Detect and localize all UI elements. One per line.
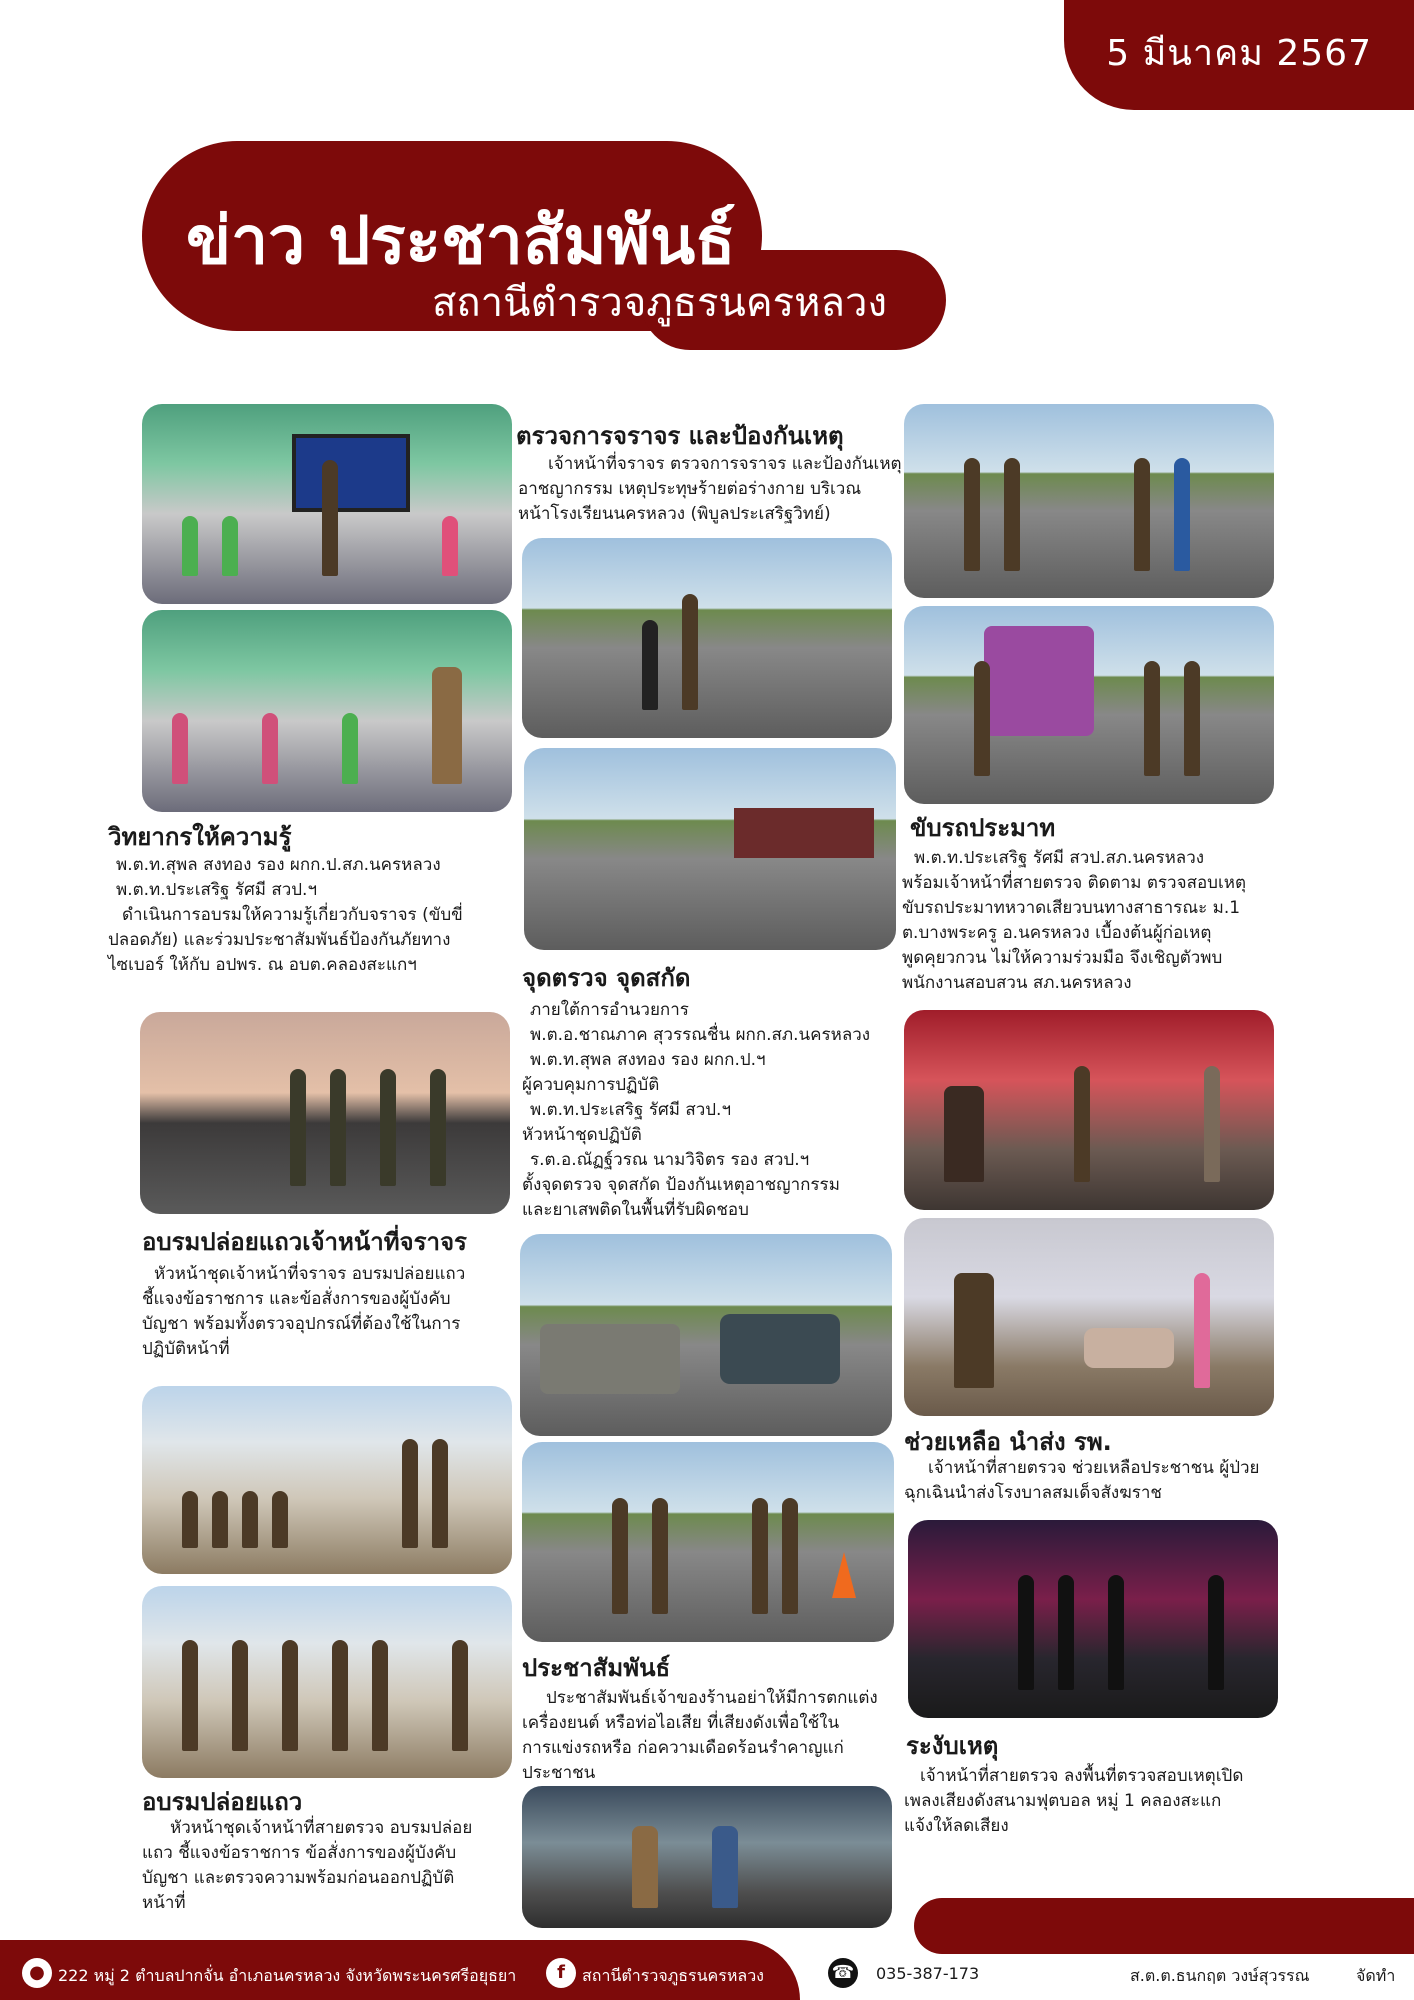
heading-traffic-briefing: อบรมปล่อยแถวเจ้าหน้าที่จราจร: [142, 1228, 467, 1256]
photo-motorcycle-shop: [522, 1786, 892, 1928]
heading-reckless: ขับรถประมาท: [910, 814, 1056, 842]
heading-assist: ช่วยเหลือ นำส่ง รพ.: [904, 1428, 1112, 1456]
footer-facebook[interactable]: สถานีตำรวจภูธรนครหลวง: [582, 1966, 764, 1985]
photo-hospital-assist: [904, 1218, 1274, 1416]
page-subtitle: สถานีตำรวจภูธรนครหลวง: [432, 280, 887, 326]
footer-author: ส.ต.ต.ธนกฤต วงษ์สุวรรณ: [1130, 1966, 1310, 1985]
footer-author-role: จัดทำ: [1356, 1966, 1396, 1985]
suv: [720, 1314, 840, 1384]
heading-traffic-check: ตรวจการจราจร และป้องกันเหตุ: [516, 422, 844, 450]
photo-hospital-entrance: [904, 1010, 1274, 1210]
text-briefing: หัวหน้าชุดเจ้าหน้าที่สายตรวจ อบรมปล่อย แถว ชี้แจงข้อราชการ ข้อสั่งการของผู้บังคับ บัญชา และตรวจความพร้อมก่อนออกปฏิบัติ หน้าที่: [142, 1818, 473, 1913]
text-reckless: พ.ต.ท.ประเสริฐ รัศมี สวป.สภ.นครหลวง พร้อมเจ้าหน้าที่สายตรวจ ติดตาม ตรวจสอบเหตุ ขับรถประมาทหวาดเสียวบนทางสาธารณะ ม.1 ต.บางพระครู อ.นครหลวง เบื้องต้นผู้ก่อเหตุ พูดคุยวกวน ไม่ให้ความร่วมมือ จึงเชิญตัวพบ พนักงานสอบสวน สภ.นครหลวง: [902, 848, 1247, 993]
photo-traffic-officers: [140, 1012, 510, 1214]
photo-school-traffic: [522, 538, 892, 738]
text-assist: เจ้าหน้าที่สายตรวจ ช่วยเหลือประชาชน ผู้ป่วย ฉุกเฉินนำส่งโรงบาลสมเด็จสังฆราช: [904, 1458, 1260, 1503]
traffic-cone: [832, 1552, 856, 1598]
truck: [984, 626, 1094, 736]
photo-checkpoint-vehicles: [520, 1234, 892, 1436]
photo-school-gate: [524, 748, 896, 950]
heading-checkpoint: จุดตรวจ จุดสกัด: [522, 964, 691, 992]
photo-motorcycle-check: [522, 1442, 894, 1642]
school-sign: [734, 808, 874, 858]
pickup-truck: [540, 1324, 680, 1394]
date-banner: [1064, 0, 1414, 110]
footer-phone: 035-387-173: [876, 1964, 980, 1983]
date-text: 5 มีนาคม 2567: [1106, 33, 1372, 74]
heading-briefing: อบรมปล่อยแถว: [142, 1788, 303, 1816]
facebook-icon[interactable]: f: [546, 1958, 576, 1988]
text-traffic-briefing: หัวหน้าชุดเจ้าหน้าที่จราจร อบรมปล่อยแถว ชี้แจงข้อราชการ และข้อสั่งการของผู้บังคับ บัญชา พร้อมทั้งตรวจอุปกรณ์ที่ต้องใช้ในการ ปฏิบัติหน้าที่: [142, 1264, 466, 1359]
photo-station-briefing: [142, 1386, 512, 1574]
photo-lecture-room: [142, 404, 512, 604]
heading-lecturer: วิทยากรให้ความรู้: [108, 823, 292, 851]
text-checkpoint: ภายใต้การอำนวยการ พ.ต.อ.ชาณภาค สุวรรณชื่น ผกก.สภ.นครหลวง พ.ต.ท.สุพล สงทอง รอง ผกก.ป.ฯ ผู้ควบคุมการปฏิบัติ พ.ต.ท.ประเสริฐ รัศมี สวป.ฯ หัวหน้าชุดปฏิบัติ ร.ต.อ.ณัฏฐ์วรณ นามวิจิตร รอง สวป.ฯ ตั้งจุดตรวจ จุดสกัด ป้องกันเหตุอาชญากรรม และยาเสพติดในพื้นที่รับผิดชอบ: [522, 1000, 871, 1220]
footer-accent-bar: [914, 1898, 1414, 1954]
text-lecturer: พ.ต.ท.สุพล สงทอง รอง ผกก.ป.สภ.นครหลวง พ.ต.ท.ประเสริฐ รัศมี สวป.ฯ ดำเนินการอบรมให้ความรู้เกี่ยวกับจราจร (ขับขี่ ปลอดภัย) และร่วมประชาสัมพันธ์ป้องกันภัยทาง ไซเบอร์ ให้กับ อปพร. ณ อบต.คลองสะแกฯ: [108, 855, 463, 975]
photo-truck-stop: [904, 606, 1274, 804]
photo-roadside-stop: [904, 404, 1274, 598]
heading-pr: ประชาสัมพันธ์: [522, 1654, 671, 1682]
text-stop-incident: เจ้าหน้าที่สายตรวจ ลงพื้นที่ตรวจสอบเหตุเปิด เพลงเสียงดังสนามฟุตบอล หมู่ 1 คลองสะแก แจ้งให้ลดเสียง: [904, 1766, 1244, 1836]
screen-display: [292, 434, 410, 512]
photo-night-incident: [908, 1520, 1278, 1718]
footer-address: 222 หมู่ 2 ตำบลปากจั่น อำเภอนครหลวง จังหวัดพระนครศรีอยุธยา: [58, 1966, 517, 1985]
photo-patrol-briefing: [142, 1586, 512, 1778]
patient-bed: [1084, 1328, 1174, 1368]
phone-icon: ☎: [828, 1958, 858, 1988]
heading-stop-incident: ระงับเหตุ: [906, 1732, 999, 1760]
page-title: ข่าว ประชาสัมพันธ์: [186, 202, 736, 279]
text-traffic-check: เจ้าหน้าที่จราจร ตรวจการจราจร และป้องกันเหตุ อาชญากรรม เหตุประทุษร้ายต่อร่างกาย บริเวณ หน้าโรงเรียนนครหลวง (พิบูลประเสริฐวิทย์): [518, 454, 902, 524]
text-pr: ประชาสัมพันธ์เจ้าของร้านอย่าให้มีการตกแต่ง เครื่องยนต์ หรือท่อไอเสีย ที่เสียงดังเพื่อใช้ใน การแข่งรถหรือ ก่อความเดือดร้อนรำคาญแก่ ประชาชน: [522, 1688, 878, 1783]
location-pin-icon: ●: [22, 1958, 52, 1988]
photo-lecture-audience: [142, 610, 512, 812]
